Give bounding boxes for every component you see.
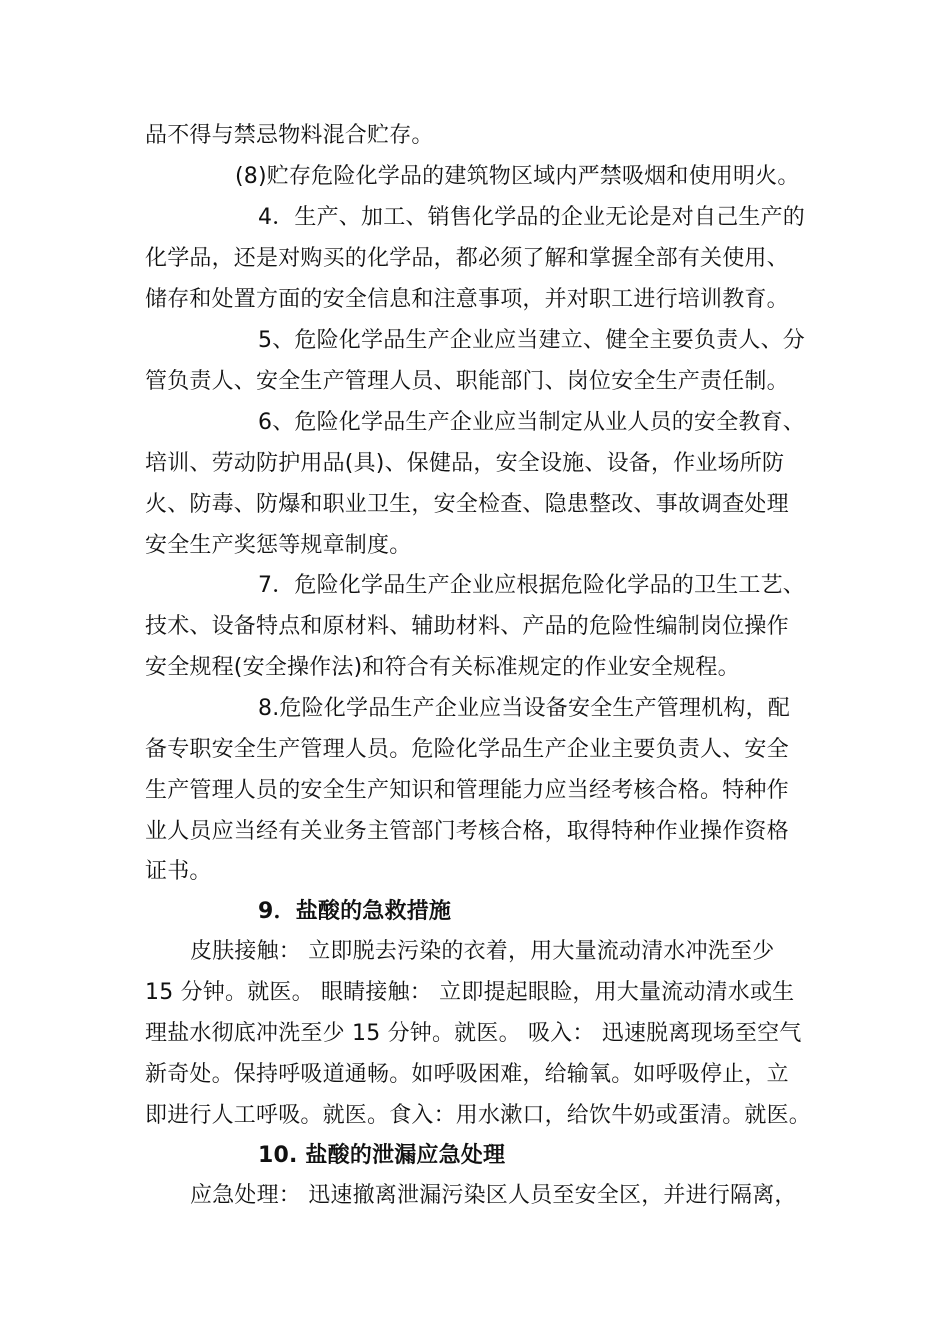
paragraph-line: 证书。 <box>145 859 212 884</box>
paragraph-line: 5、危险化学品生产企业应当建立、健全主要负责人、分 <box>258 328 805 353</box>
paragraph-line: 化学品，还是对购买的化学品，都必须了解和掌握全部有关使用、 <box>145 246 789 271</box>
paragraph-line: (8)贮存危险化学品的建筑物区域内严禁吸烟和使用明火。 <box>235 164 800 189</box>
paragraph-line: 培训、劳动防护用品(具)、保健品，安全设施、设备，作业场所防 <box>145 451 785 476</box>
paragraph-line: 应急处理： 迅速撤离泄漏污染区人员至安全区，并进行隔离， <box>190 1183 797 1208</box>
section-heading: 10. 盐酸的泄漏应急处理 <box>258 1143 506 1168</box>
paragraph-line: 火、防毒、防爆和职业卫生，安全检查、隐患整改、事故调查处理 <box>145 492 789 517</box>
paragraph-line: 7．危险化学品生产企业应根据危险化学品的卫生工艺、 <box>258 573 805 598</box>
paragraph-line: 皮肤接触： 立即脱去污染的衣着，用大量流动清水冲洗至少 <box>190 939 775 964</box>
paragraph-line: 生产管理人员的安全生产知识和管理能力应当经考核合格。特种作 <box>145 778 789 803</box>
paragraph-line: 理盐水彻底冲洗至少 15 分钟。就医。 吸入： 迅速脱离现场至空气 <box>145 1021 802 1046</box>
paragraph-line: 新奇处。保持呼吸道通畅。如呼吸困难，给输氧。如呼吸停止，立 <box>145 1062 789 1087</box>
paragraph-line: 储存和处置方面的安全信息和注意事项，并对职工进行培训教育。 <box>145 287 789 312</box>
paragraph-line: 备专职安全生产管理人员。危险化学品生产企业主要负责人、安全 <box>145 737 789 762</box>
paragraph-line: 管负责人、安全生产管理人员、职能部门、岗位安全生产责任制。 <box>145 369 789 394</box>
paragraph-line: 15 分钟。就医。 眼睛接触： 立即提起眼睑，用大量流动清水或生 <box>145 980 795 1005</box>
paragraph-line: 品不得与禁忌物料混合贮存。 <box>145 123 434 148</box>
paragraph-line: 即进行人工呼吸。就医。食入：用水漱口，给饮牛奶或蛋清。就医。 <box>145 1103 812 1128</box>
paragraph-line: 8.危险化学品生产企业应当设备安全生产管理机构，配 <box>258 696 790 721</box>
paragraph-line: 4．生产、加工、销售化学品的企业无论是对自己生产的 <box>258 205 805 230</box>
section-heading: 9．盐酸的急救措施 <box>258 899 452 924</box>
paragraph-line: 技术、设备特点和原材料、辅助材料、产品的危险性编制岗位操作 <box>145 614 789 639</box>
paragraph-line: 业人员应当经有关业务主管部门考核合格，取得特种作业操作资格 <box>145 819 789 844</box>
paragraph-line: 安全规程(安全操作法)和符合有关标准规定的作业安全规程。 <box>145 655 740 680</box>
paragraph-line: 6、危险化学品生产企业应当制定从业人员的安全教育、 <box>258 410 805 435</box>
paragraph-line: 安全生产奖惩等规章制度。 <box>145 533 412 558</box>
